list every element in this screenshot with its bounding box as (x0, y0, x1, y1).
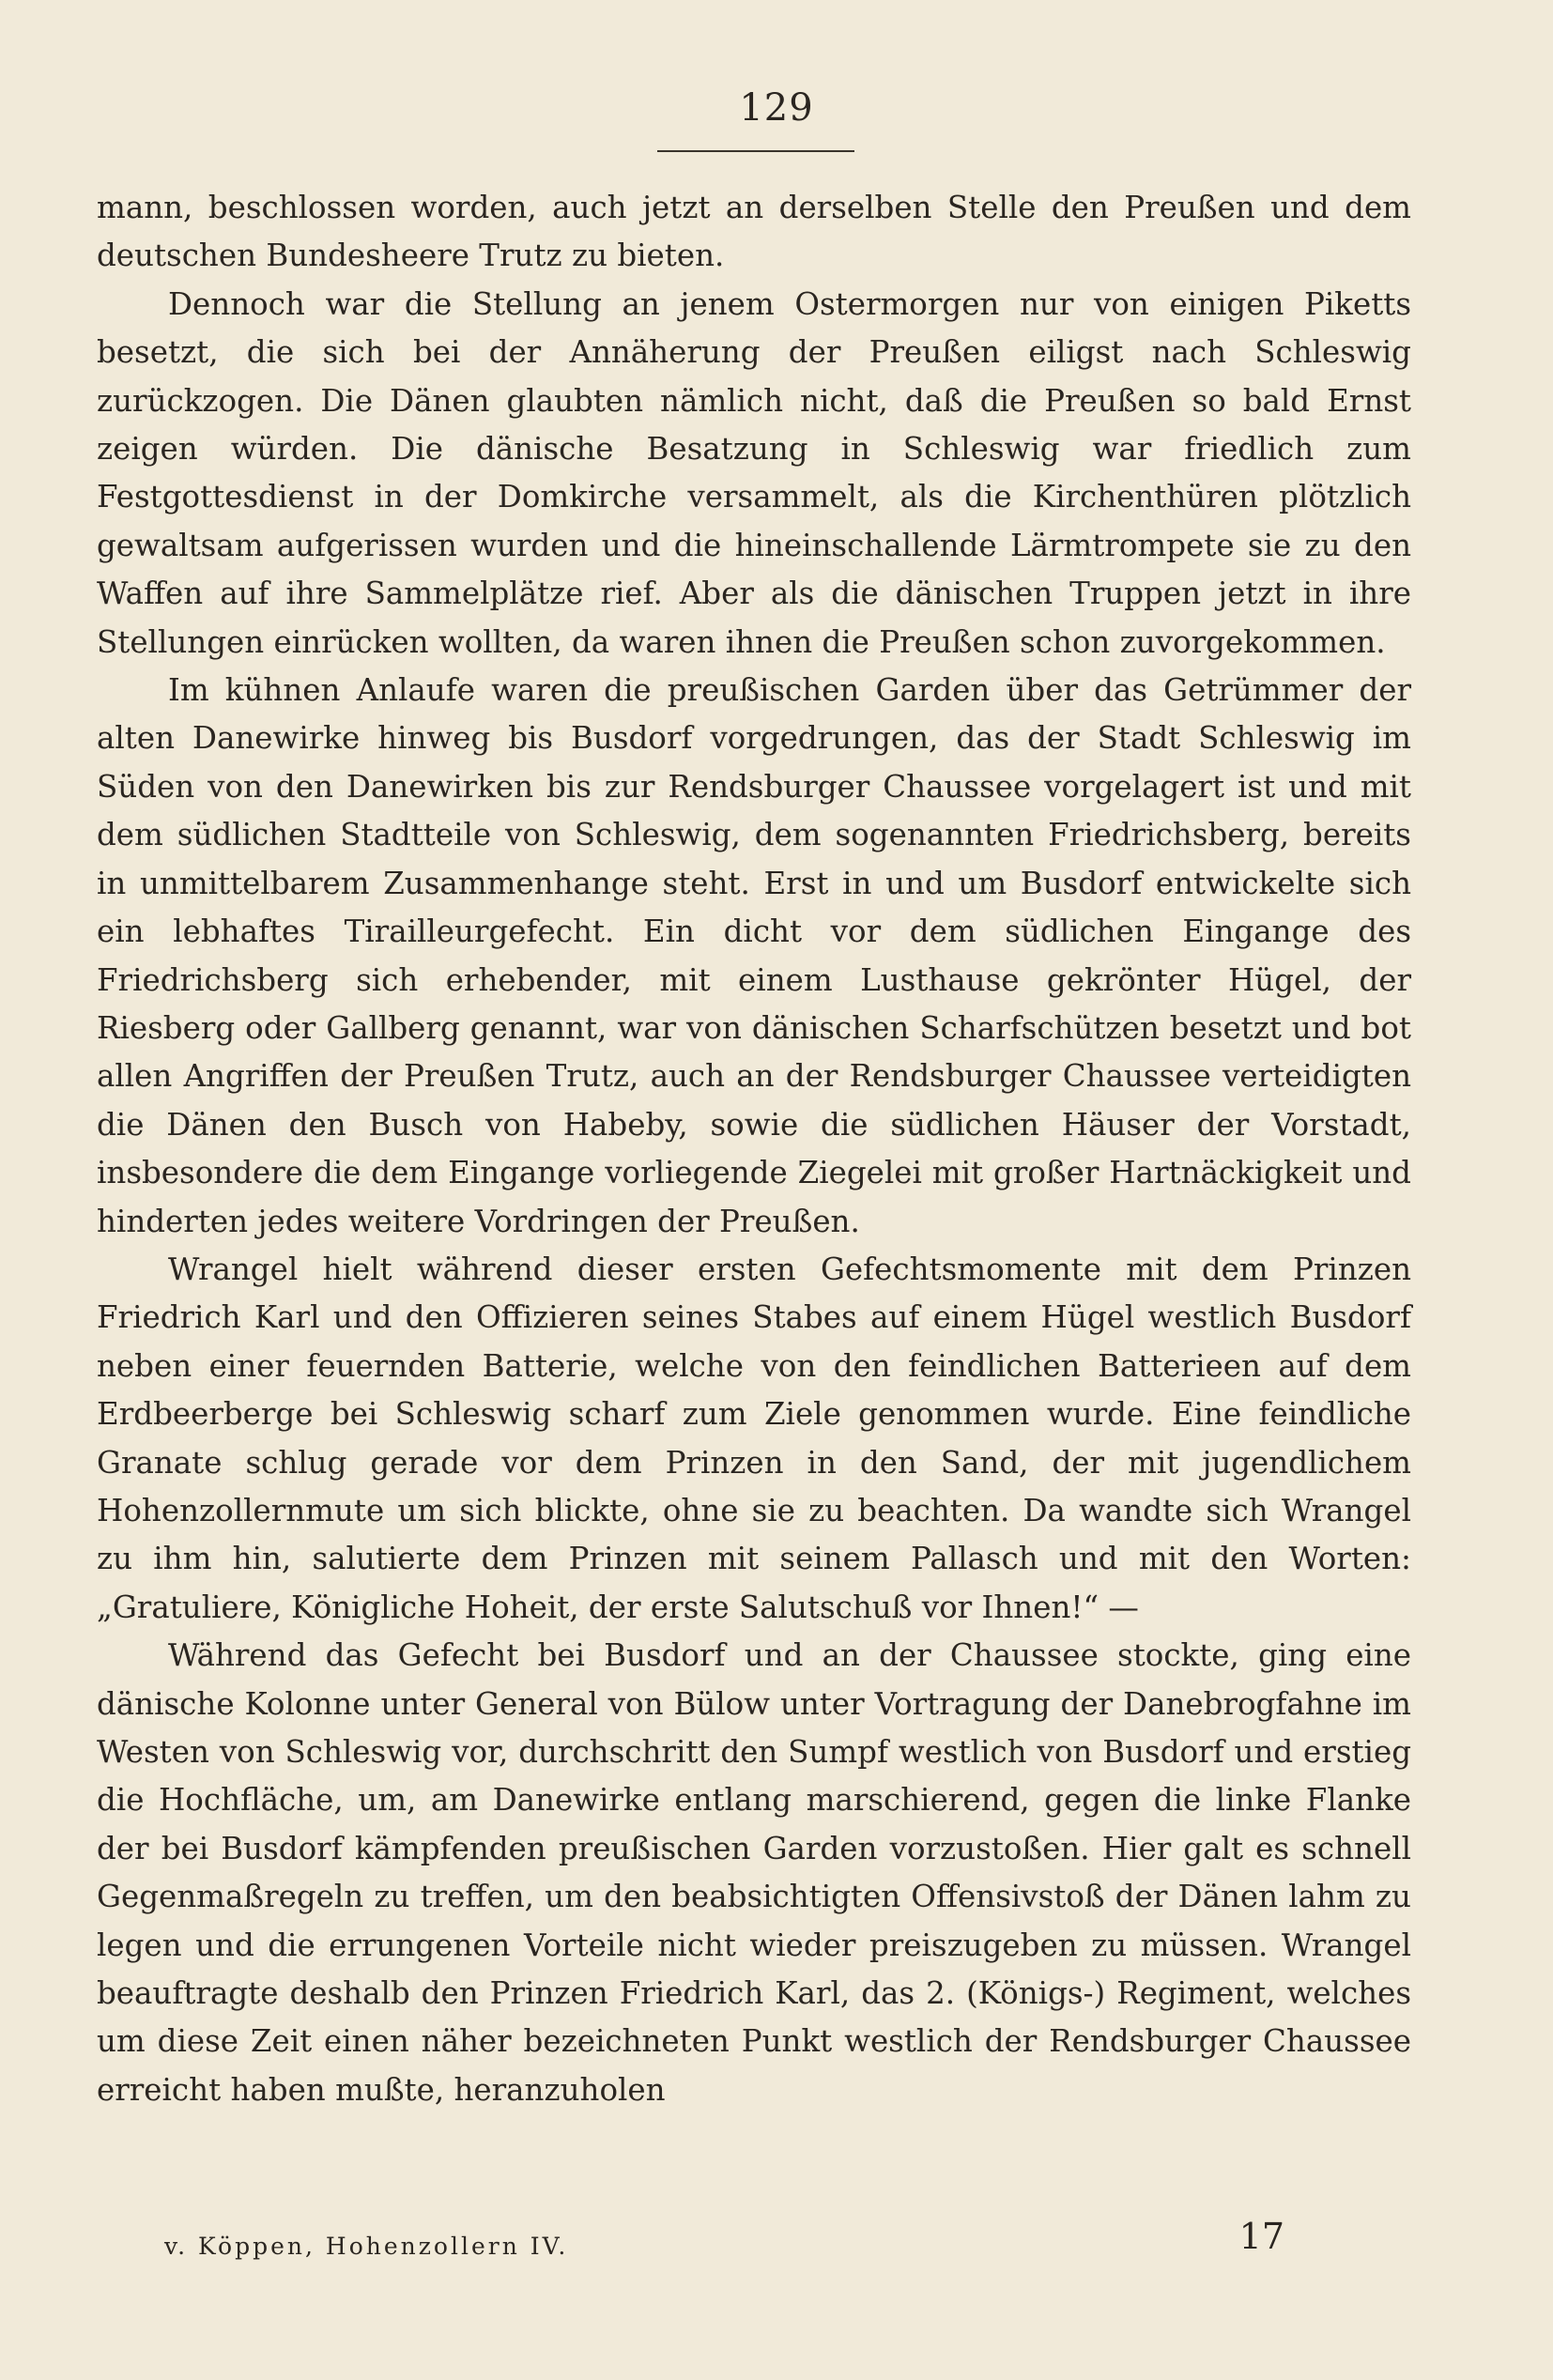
paragraph: Im kühnen Anlaufe waren die preußischen Garden über das Getrümmer der alten Danewirke hinweg bis Busdorf vorgedrungen, das der Stadt Schleswig im Süden von den Danewirken bis zur Rendsburger Chaussee vorgelagert ist und mit dem südlichen Stadtteile von Schleswig, dem sogenannten Friedrichsberg, bereits in unmittelbarem Zusammenhange steht. Erst in und um Busdorf entwickelte sich ein lebhaftes Tirailleurgefecht. Ein dicht vor dem südlichen Eingange des Friedrichsberg sich erhebender, mit einem Lusthause gekrönter Hügel, der Riesberg oder Gallberg genannt, war von dänischen Scharfschützen besetzt und bot allen Angriffen der Preußen Trutz, auch an der Rendsburger Chaussee verteidigten die Dänen den Busch von Habeby, sowie die südlichen Häuser der Vorstadt, insbesondere die dem Eingange vorliegende Ziegelei mit großer Hartnäckigkeit und hinderten jedes weitere Vordringen der Preußen. (97, 672, 1411, 1239)
page-number: 129 (739, 86, 814, 130)
paragraph: Während das Gefecht bei Busdorf und an der Chaussee stockte, ging eine dänische Kolonne unter General von Bülow unter Vortragung der Danebrogfahne im Westen von Schleswig vor, durchschritt den Sumpf westlich von Busdorf und erstieg die Hochfläche, um, am Danewirke entlang marschierend, gegen die linke Flanke der bei Busdorf kämpfenden preußischen Garden vorzustoßen. Hier galt es schnell Gegenmaßregeln zu treffen, um den beabsichtigten Offensivstoß der Dänen lahm zu legen und die errungenen Vorteile nicht wieder preiszugeben zu müssen. Wrangel beauftragte deshalb den Prinzen Friedrich Karl, das 2. (Königs-) Regiment, welches um diese Zeit einen näher bezeichneten Punkt westlich der Rendsburger Chaussee erreicht haben mußte, heranzuholen (97, 1637, 1411, 2108)
header-rule (657, 150, 854, 152)
body-text (97, 184, 1411, 2114)
footer-citation: v. Köppen, Hohenzollern IV. (164, 2233, 569, 2260)
paragraph: mann, beschlossen worden, auch jetzt an derselben Stelle den Preußen und dem deutschen Bundesheere Trutz zu bieten. (97, 190, 1411, 274)
page-footer (97, 2216, 1411, 2281)
paragraph: Wrangel hielt während dieser ersten Gefechtsmomente mit dem Prinzen Friedrich Karl und den Offizieren seines Stabes auf einem Hügel westlich Busdorf neben einer feuernden Batterie, welche von den feindlichen Batterieen auf dem Erdbeerberge bei Schleswig scharf zum Ziele genommen wurde. Eine feindliche Granate schlug gerade vor dem Prinzen in den Sand, der mit jugendlichem Hohenzollernmute um sich blickte, ohne sie zu beachten. Da wandte sich Wrangel zu ihm hin, salutierte dem Prinzen mit seinem Pallasch und mit den Worten: „Gratuliere, Königliche Hoheit, der erste Salutschuß vor Ihnen!“ — (97, 1251, 1411, 1625)
signature-mark: 17 (1238, 2216, 1284, 2257)
paragraph: Dennoch war die Stellung an jenem Ostermorgen nur von einigen Piketts besetzt, die sich bei der Annäherung der Preußen eiligst nach Schleswig zurückzogen. Die Dänen glaubten nämlich nicht, daß die Preußen so bald Ernst zeigen würden. Die dänische Besatzung in Schleswig war friedlich zum Festgottesdienst in der Domkirche versammelt, als die Kirchenthüren plötzlich gewaltsam aufgerissen wurden und die hineinschallende Lärmtrompete sie zu den Waffen auf ihre Sammelplätze rief. Aber als die dänischen Truppen jetzt in ihre Stellungen einrücken wollten, da waren ihnen die Preußen schon zuvorgekommen. (97, 285, 1411, 660)
